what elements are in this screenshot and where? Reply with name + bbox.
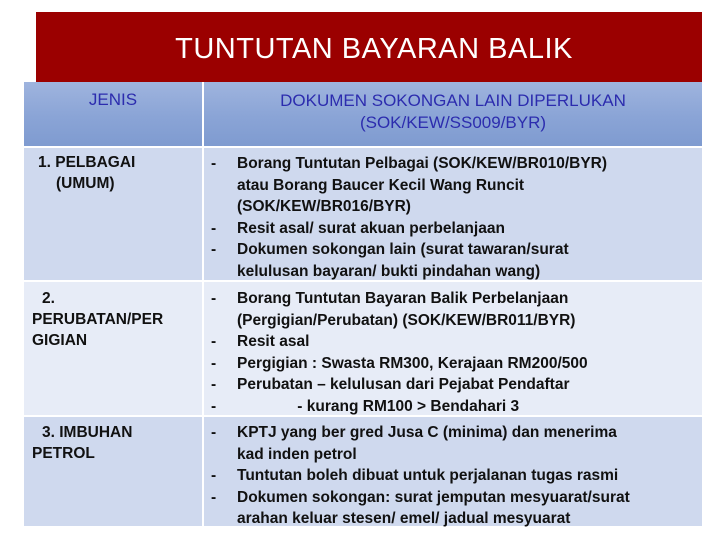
dash-bullet: - bbox=[211, 488, 217, 506]
dash-bullet: - bbox=[211, 424, 217, 441]
slide-title: TUNTUTAN BAYARAN BALIK bbox=[175, 33, 573, 65]
table-row bbox=[24, 282, 702, 417]
list-item: - KPTJ yang ber gred Jusa C (minima) dan menerima kad inden petrol bbox=[211, 422, 702, 465]
dash-bullet: - bbox=[211, 376, 217, 393]
table-header-row bbox=[24, 82, 702, 148]
list-item: - Perubatan – kelulusan dari Pejabat Pendaftar bbox=[211, 374, 702, 396]
dash-bullet: - bbox=[211, 241, 217, 258]
list-item: - Dokumen sokongan lain (surat tawaran/surat kelulusan bayaran/ bukti pindahan wang) bbox=[211, 239, 702, 282]
row-dokumen-cell bbox=[204, 417, 702, 526]
row-jenis-label: (UMUM) bbox=[56, 175, 115, 192]
list-item: - Resit asal/ surat akuan perbelanjaan bbox=[211, 218, 702, 240]
dash-bullet: - bbox=[211, 467, 217, 484]
table-row bbox=[24, 148, 702, 282]
header-dokumen bbox=[204, 82, 702, 146]
list-item: - Pergigian : Swasta RM300, Kerajaan RM200/500 bbox=[211, 353, 702, 375]
row-dokumen-cell bbox=[204, 282, 702, 415]
row-jenis-label: GIGIAN bbox=[32, 332, 88, 349]
dash-bullet: - bbox=[211, 155, 217, 172]
list-item: - Tuntutan boleh dibuat untuk perjalanan tugas rasmi bbox=[211, 465, 702, 487]
table-row bbox=[24, 417, 702, 528]
row-jenis-label: 2. bbox=[42, 290, 55, 307]
row-jenis-label: PETROL bbox=[32, 445, 95, 462]
row-dokumen-cell bbox=[204, 148, 702, 280]
row-jenis-cell bbox=[24, 417, 204, 526]
dash-bullet: - bbox=[211, 397, 217, 415]
row-jenis-cell bbox=[24, 148, 204, 280]
row-jenis-label: 1. PELBAGAI bbox=[38, 154, 136, 171]
list-item: - - kurang RM100 > Bendahari 3 bbox=[211, 396, 702, 418]
list-item: - Borang Tuntutan Bayaran Balik Perbelanjaan (Pergigian/Perubatan) (SOK/KEW/BR011/BYR) bbox=[211, 288, 702, 331]
dash-bullet: - bbox=[211, 354, 217, 372]
list-item: - Dokumen sokongan: surat jemputan mesyuarat/surat arahan keluar stesen/ emel/ jadual mesyuarat bbox=[211, 487, 702, 530]
header-dokumen-line2: (SOK/KEW/SS009/BYR) bbox=[359, 113, 547, 132]
requirements-table bbox=[24, 82, 702, 528]
list-item: - Resit asal bbox=[211, 331, 702, 353]
row-jenis-label: PERUBATAN/PER bbox=[32, 311, 164, 328]
dash-bullet: - bbox=[211, 333, 217, 350]
header-dokumen-line1: DOKUMEN SOKONGAN LAIN DIPERLUKAN bbox=[280, 91, 626, 110]
list-item: - Borang Tuntutan Pelbagai (SOK/KEW/BR010/BYR) atau Borang Baucer Kecil Wang Runcit (SOK/KEW/BR016/BYR) bbox=[211, 153, 702, 218]
row-jenis-label: 3. IMBUHAN bbox=[42, 424, 133, 441]
slide-title-bar bbox=[36, 12, 702, 82]
dash-bullet: - bbox=[211, 290, 217, 307]
row-jenis-cell bbox=[24, 282, 204, 415]
header-jenis: JENIS bbox=[24, 82, 204, 146]
dash-bullet: - bbox=[211, 219, 217, 237]
